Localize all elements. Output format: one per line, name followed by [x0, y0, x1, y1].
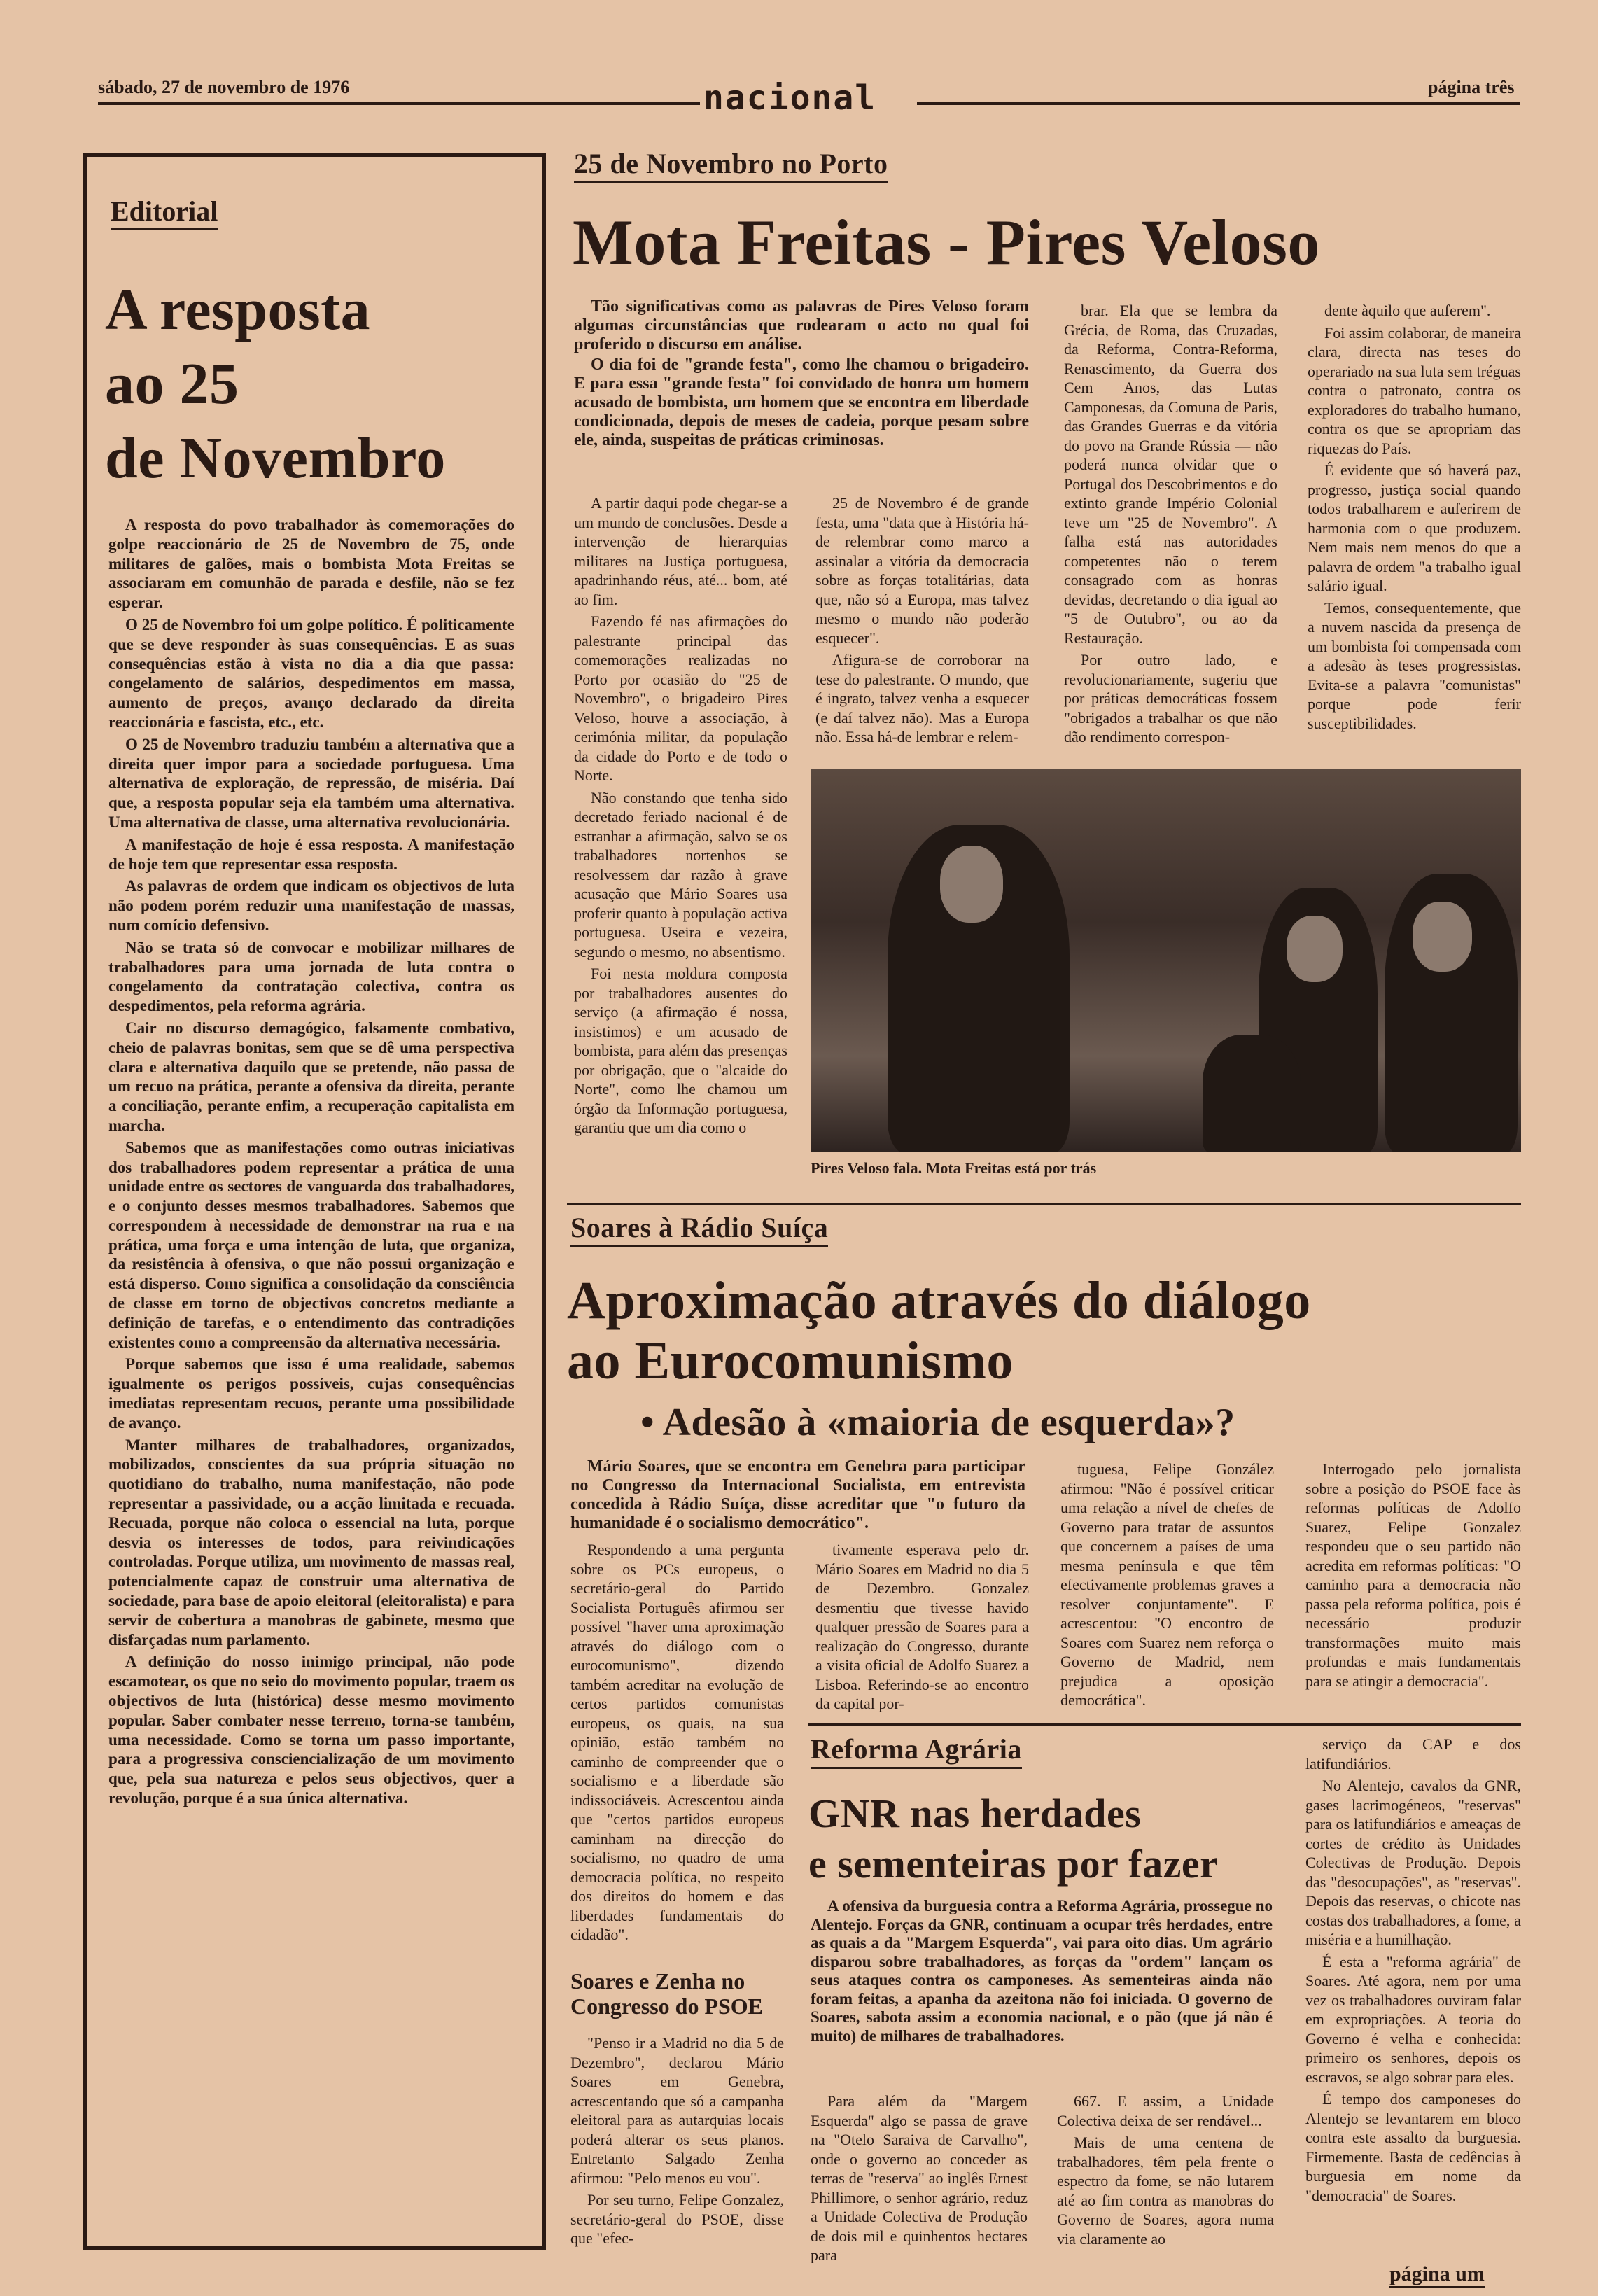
- soares-headline-line: ao Eurocomunismo: [567, 1331, 1014, 1390]
- editorial-body: [108, 515, 514, 2223]
- soares-headline: [567, 1270, 1311, 1391]
- porto-paragraph: É evidente que só haverá paz, progresso, justiça social quando todos trabalharem e auferirem de harmonia com o que produzem. Nem mais nem menos do que a palavra de ordem "a trabalho igual salário igual.: [1308, 461, 1521, 594]
- page-label: página três: [1428, 77, 1515, 97]
- soares-headline-line: Aproximação através do diálogo: [567, 1271, 1311, 1330]
- gnr-headline-line: GNR nas herdades: [808, 1791, 1142, 1836]
- porto-column-3: [1064, 301, 1277, 756]
- soares-paragraph: tuguesa, Felipe González afirmou: "Não é possível criticar uma relação a nível de chefes de Governo para tratar de assuntos que concernem a países de uma mesma península e que têm efectivamente problemas graves a resolver conjuntamente". E acrescentou: "O encontro de Soares com Suarez nem reforça o Governo de Madrid, nem prejudica a oposição democrática".: [1060, 1460, 1274, 1709]
- porto-paragraph: Foi nesta moldura composta por trabalhadores ausentes do serviço (a afirmação é nossa, insistimos) e um acusado de bombista, para além das presenças por obrigação, que o "alcaide do Norte", como lhe chamou um órgão da Informação portuguesa, garantiu que um dia como o: [574, 965, 787, 1136]
- news-photo: [811, 769, 1521, 1152]
- porto-headline: Mota Freitas - Pires Veloso: [573, 206, 1320, 278]
- gnr-paragraph: serviço da CAP e dos latifundiários.: [1305, 1735, 1521, 1772]
- section-name: nacional: [703, 78, 877, 118]
- photo-figure-officer: [1203, 1035, 1301, 1152]
- porto-paragraph: A partir daqui pode chegar-se a um mundo de conclusões. Desde a intervenção de hierarquias militares na Justiça portuguesa, apadrinhando réus, até... bom, até ao fim.: [574, 494, 787, 608]
- photo-figure-officer-face: [1287, 916, 1343, 982]
- gnr-paragraph: No Alentejo, cavalos da GNR, gases lacrimogéneos, "reservas" para os latifundiários e ameaças de cortes de crédito às Unidades Colectivas de Produção. Depois das "desocupações", as "reservas". Depois das reservas, o chicote nas costas dos trabalhadores, a fome, a miséria e a humilhação.: [1305, 1777, 1521, 1948]
- soares-paragraph: tivamente esperava pelo dr. Mário Soares em Madrid no dia 5 de Dezembro. Gonzalez desmentiu que tivesse havido qualquer pressão de Soares para a realização do Congresso, durante a visita oficial de Adolfo Suarez a Lisboa. Referindo-se ao encontro da capital por-: [815, 1541, 1029, 1712]
- porto-paragraph: Fazendo fé nas afirmações do palestrante principal das comemorações realizadas no Porto por ocasião do "25 de Novembro", o brigadeiro Pires Veloso, houve a associação, à cerimónia militar, da população da cidade do Porto e de todo o Norte.: [574, 612, 787, 784]
- gnr-column-1: [811, 2092, 1028, 2263]
- porto-paragraph: 25 de Novembro é de grande festa, uma "data que à História há-de relembrar como marco a assinalar a vitória da democracia sobre as forças totalitárias, data que, não só a Europa, mas talvez mesmo o mundo não poderão esquecer".: [815, 494, 1029, 647]
- editorial-title-line: A resposta: [105, 277, 371, 342]
- soares-subhead: • Adesão à «maioria de esquerda»?: [640, 1401, 1235, 1444]
- zenha-paragraph: "Penso ir a Madrid no dia 5 de Dezembro", declarou Mário Soares em Genebra, acrescentando que só a campanha eleitoral para as autarquias locais poderá alterar os seus planos. Entretanto Salgado Zenha afirmou: "Pelo menos eu vou".: [570, 2034, 784, 2187]
- gnr-column-2: [1057, 2092, 1274, 2263]
- gnr-column-3: [1305, 1735, 1521, 2267]
- porto-paragraph: Por outro lado, e revolucionariamente, sugeriu que por práticas democráticas fossem "obrigados a trabalhar os que não dão rendimento correspon-: [1064, 651, 1277, 746]
- gnr-lead-paragraph: A ofensiva da burguesia contra a Reforma Agrária, prossegue no Alentejo. Forças da GNR, continuam a ocupar três herdades, entre as quais a da "Margem Esquerda", vai para oito dias. Um agrário disparou sobre trabalhadores, as forças da "ordem" lançam os seus ataques contra os camponeses. As sementeiras ainda não foram feitas, a apanha da azeitona não foi iniciada. O governo de Soares, sabota assim a economia nacional, e o pão (que já não é muito) de milhares de trabalhadores.: [811, 1897, 1273, 2045]
- soares-gnr-divider: [808, 1723, 1521, 1726]
- soares-paragraph: Respondendo a uma pergunta sobre os PCs europeus, o secretário-geral do Partido Socialista Português afirmou ser possível "haver uma aproximação através do diálogo com o eurocomunismo", dizendo também acreditar na evolução de certos partidos comunistas europeus, os quais, na sua opinião, estão também no caminho de compreender que o socialismo e a liberdade são indissociáveis. Acrescentou ainda que "certos partidos europeus caminham na direcção do socialismo, no quadro de uma democracia política, no respeito dos direitos do homem e das liberdades fundamentais do cidadão".: [570, 1541, 784, 1943]
- porto-paragraph: Afigura-se de corroborar na tese do palestrante. O mundo, que é ingrato, talvez venha a esquecer (e daí talvez não). Mas a Europa não. Essa há-de lembrar e relem-: [815, 651, 1029, 746]
- gnr-paragraph: 667. E assim, a Unidade Colectiva deixa de ser rendável...: [1057, 2092, 1274, 2129]
- gnr-paragraph: Para além da "Margem Esquerda" algo se passa de grave na "Otelo Saraiva de Carvalho", onde o governo ao conceder as terras de "reserva" ao inglês Ernest Phillimore, o senhor agrário, reduz a Unidade Colectiva de Produção de dois mil e quinhentos hectares para: [811, 2092, 1028, 2263]
- editorial-paragraph: Cair no discurso demagógico, falsamente combativo, cheio de palavras bonitas, sem que se dê uma perspectiva clara e alternativa daquilo que se pretende, não passa de um recuo na prática, perante a ofensiva da direita, perante a conciliação, perante enfim, a recuperação capitalista em marcha.: [108, 1018, 514, 1134]
- editorial-paragraph: As palavras de ordem que indicam os objectivos de luta não podem porém reduzir uma manifestação de massas, num comício defensivo.: [108, 877, 514, 934]
- soares-paragraph: Interrogado pelo jornalista sobre a posição do PSOE face às reformas políticas de Adolfo Suarez, Felipe Gonzalez respondeu que o seu partido não acredita em reformas políticas: "O caminho para a democracia não passa pela reforma política, pois é necessário produzir transformações muito mais profundas e mais fundamentais para se atingir a democracia".: [1305, 1460, 1521, 1690]
- gnr-paragraph: É tempo dos camponeses do Alentejo se levantarem em bloco contra este assalto da burguesia. Firmemente. Basta de cedências à burguesia em nome da "democracia" de Soares.: [1305, 2090, 1521, 2204]
- porto-lead-paragraph: O dia foi de "grande festa", como lhe chamou o brigadeiro. E para essa "grande festa" foi convidado de honra um homem acusado de bombista, um homem que se encontra em liberdade condicionada, depois de meses de cadeia, porque pesam sobre ele, ainda, suspeitas de práticas criminosas.: [574, 356, 1029, 449]
- photo-caption: Pires Veloso fala. Mota Freitas está por trás: [811, 1159, 1097, 1177]
- soares-column-3: [1060, 1460, 1274, 1715]
- soares-kicker: Soares à Rádio Suíça: [570, 1211, 828, 1247]
- soares-column-2: [815, 1540, 1029, 1715]
- editorial-title: [105, 273, 446, 496]
- porto-kicker: 25 de Novembro no Porto: [574, 147, 888, 183]
- editorial-paragraph: A definição do nosso inimigo principal, não pode escamotear, os que no seio do movimento popular, traem os objectivos de luta (histórica) desse mesmo movimento popular. Saber combater nesse terreno, torna-se também, uma necessidade. Como se torna um passo importante, para a progressiva consciencialização de um movimento que, pela sua natureza e pelos seus objectivos, quer a revolução, porque é a sua única alternativa.: [108, 1653, 514, 1807]
- porto-paragraph: brar. Ela que se lembra da Grécia, de Roma, das Cruzadas, da Reforma, Contra-Reforma, Renascimento, da Guerra dos Cem Anos, das Lutas Camponesas, da Comuna de Paris, das Grandes Guerras e da vitória do povo na Grande Rússia — não poderá nunca olvidar que o Portugal dos Descobrimentos e do extinto grande Império Colonial teve um "25 de Novembro". A falha está nas autoridades competentes não o terem consagrado com as honras devidas, decretando o dia igual ao "5 de Outubro", ou ao da Restauração.: [1064, 302, 1277, 647]
- masthead-rule-right: [917, 102, 1520, 105]
- porto-paragraph: Não constando que tenha sido decretado feriado nacional é de estranhar a afirmação, salvo se os trabalhadores nortenhos se resolvessem dar razão à grave acusação que Mário Soares usa proferir quanto à população activa portuguesa. Useira e vezeira, segundo o mesmo, no absentismo.: [574, 788, 787, 960]
- porto-paragraph: dente àquilo que auferem".: [1324, 302, 1491, 319]
- soares-column-1: [570, 1540, 784, 1953]
- zenha-subtitle-line: Soares e Zenha no: [570, 1968, 745, 1994]
- photo-figure-officer-face: [1413, 902, 1472, 972]
- gnr-headline-line: e sementeiras por fazer: [808, 1841, 1219, 1886]
- editorial-paragraph: A resposta do povo trabalhador às comemorações do golpe reaccionário de 25 de Novembro de 75, onde militares de galões, mais o bombista Mota Freitas se associaram em comunhão de parada e desfile, não se fez esperar.: [108, 516, 514, 612]
- soares-column-4: [1305, 1460, 1521, 1715]
- zenha-column: [570, 2033, 784, 2264]
- gnr-headline: [808, 1788, 1218, 1889]
- zenha-subtitle-line: Congresso do PSOE: [570, 1994, 764, 2019]
- editorial-title-line: de Novembro: [105, 426, 446, 491]
- porto-lead-paragraph: Tão significativas como as palavras de Pires Veloso foram algumas circunstâncias que rodearam o acto no qual foi proferido o discurso em análise.: [574, 298, 1029, 354]
- photo-microphone-stand: [1042, 874, 1049, 1152]
- editorial-paragraph: Não se trata só de convocar e mobilizar milhares de trabalhadores para uma jornada de luta contra o congelamento da contratação colectiva, contra os despedimentos, pela reforma agrária.: [108, 938, 514, 1015]
- editorial-paragraph: Porque sabemos que isso é uma realidade, sabemos igualmente os perigos possíveis, cujas consequências imediatas representam recuos, perante uma possibilidade de avanço.: [108, 1355, 514, 1432]
- editorial-paragraph: Sabemos que as manifestações como outras iniciativas dos trabalhadores podem representar a prática de uma unidade entre os sectores de vanguarda dos trabalhadores, e o conjunto desses mesmos trabalhadores. Sabemos que correspondem à necessidade de demonstrar na rua e na prática, uma força e uma intenção de luta, que organiza, da resistência à ofensiva, o que não possui organização e está disperso. Como significa a consolidação da consciência de classe em torno de objectivos concretos mediante a definição de tarefas, e o entendimento das contradições existentes como a compreensão da alternativa necessária.: [108, 1138, 514, 1351]
- porto-lead: [574, 298, 1029, 472]
- editorial-paragraph: A manifestação de hoje é essa resposta. A manifestação de hoje tem que representar essa resposta.: [108, 835, 514, 873]
- gnr-paragraph: Mais de uma centena de trabalhadores, têm pela frente o espectro da fome, se não lutarem até ao fim contra as manobras do Governo de Soares, agora numa via claramente ao: [1057, 2134, 1274, 2248]
- zenha-paragraph: Por seu turno, Felipe Gonzalez, secretário-geral do PSOE, disse que "efec-: [570, 2191, 784, 2247]
- issue-date: sábado, 27 de novembro de 1976: [98, 77, 350, 97]
- zenha-subtitle: [570, 1968, 763, 2019]
- porto-paragraph: Temos, consequentemente, que a nuvem nascida da presença de um bombista foi compensada com a adesão às teses progressistas. Evita-se a palavra "comunistas" porque pode ferir susceptibilidades.: [1308, 598, 1521, 732]
- editorial-paragraph: O 25 de Novembro foi um golpe político. É politicamente que se deve responder às suas consequências. E as suas consequências estão à vista no dia a dia que passa: congelamento de salários, despedimentos em massa, aumento de preços, avanço declarado da direita reaccionária e fascista, etc., etc.: [108, 615, 514, 731]
- porto-column-2: [815, 493, 1029, 760]
- porto-column-4: [1308, 301, 1521, 756]
- editorial-title-line: ao 25: [105, 351, 239, 416]
- gnr-paragraph: É esta a "reforma agrária" de Soares. Até agora, nem por uma vez os trabalhadores ouviram falar em expropriações. A teoria do Governo é velha e conhecida: primeiro os senhores, depois os escravos, se algo sobrar para eles.: [1305, 1952, 1521, 2086]
- editorial-label: Editorial: [111, 195, 218, 230]
- section-divider: [567, 1203, 1521, 1205]
- gnr-kicker: Reforma Agrária: [811, 1732, 1022, 1769]
- porto-column-1: [574, 493, 787, 1194]
- gnr-lead: [811, 1897, 1273, 2086]
- porto-paragraph: Foi assim colaborar, de maneira clara, directa nas teses do operariado na sua luta sem tréguas contra o patronato, contra os exploradores do trabalho humano, contra os que se apropriam das riquezas do País.: [1308, 323, 1521, 457]
- soares-lead-paragraph: Mário Soares, que se encontra em Genebra para participar no Congresso da Internacional Socialista, em entrevista concedida à Rádio Suíça, disse acreditar que "o futuro da humanidade é o socialismo democrático".: [570, 1457, 1025, 1532]
- photo-figure-face: [940, 846, 1003, 923]
- editorial-paragraph: O 25 de Novembro traduziu também a alternativa que a direita quer impor para a sociedade portuguesa. Uma alternativa de exploração, de repressão, de miséria. Daí que, a resposta popular seja ela também uma alternativa. Uma alternativa de classe, uma alternativa revolucionária.: [108, 735, 514, 831]
- editorial-paragraph: Manter milhares de trabalhadores, organizados, mobilizados, conscientes da sua própria situação no quotidiano do trabalho, numa manifestação, não pode representar a passividade, ou a acção limitada e recuada. Recuada, porque não coloca o essencial na luta, porque desvia os interesses de todos, para reivindicações controladas. Porque utiliza, um movimento de massas real, potencialmente capaz de construir uma alternativa de sociedade, para base de apoio eleitoral (eleitoralista) e para servir de cobertura a manobras de gabinete, mesmo que disfarçadas num parlamento.: [108, 1436, 514, 1648]
- continued-link[interactable]: página um: [1389, 2262, 1485, 2288]
- masthead-rule-left: [98, 102, 700, 105]
